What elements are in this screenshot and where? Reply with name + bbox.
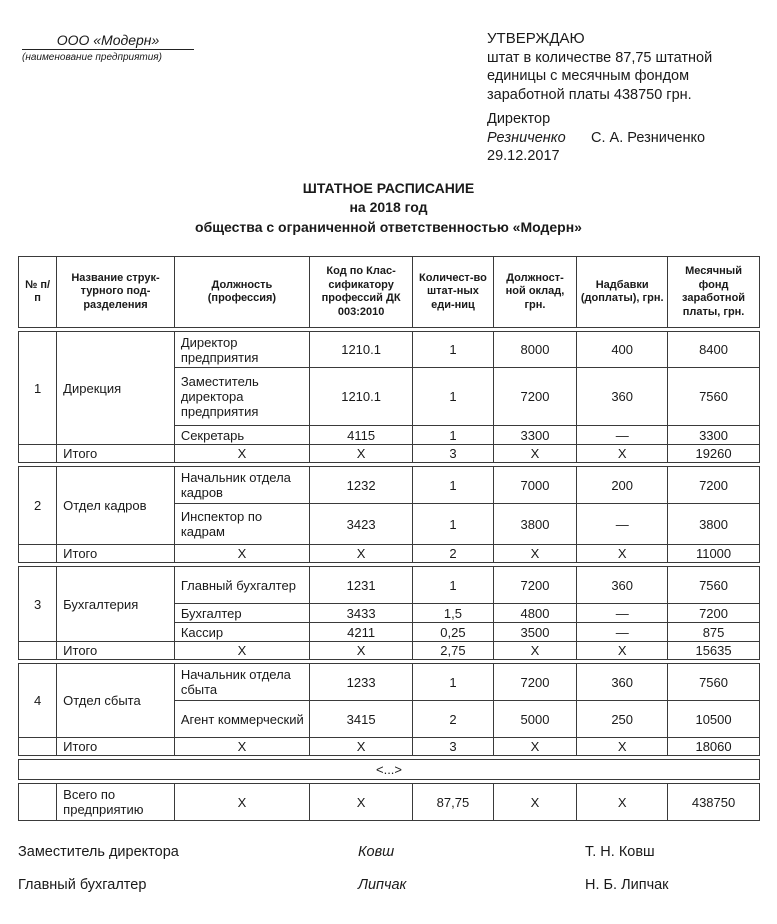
fund: 7200 [668,467,760,504]
director-signature: Резниченко [487,129,566,146]
qty: 1 [413,467,493,504]
salary: 7200 [493,368,577,426]
qty: 1 [413,332,493,368]
signatory-signature: Ковш [358,844,395,860]
code: 1231 [310,567,413,604]
header-cell: Месячный фонд заработной платы, грн. [668,257,760,328]
dept-number: 2 [19,467,57,545]
qty: 0,25 [413,623,493,642]
qty: 87,75 [413,784,493,821]
bonus: Х [577,738,668,756]
signatory-name: Н. Б. Липчак [585,877,669,893]
position: Х [174,545,309,563]
ellipsis: <...> [19,760,760,780]
code: 3415 [310,701,413,738]
position: Х [174,642,309,660]
fund: 7560 [668,368,760,426]
salary: 7000 [493,467,577,504]
bonus: 360 [577,567,668,604]
code: 1210.1 [310,332,413,368]
position: Инспектор по кадрам [174,504,309,545]
salary: 7200 [493,664,577,701]
table-row [19,332,760,368]
fund: 18060 [668,738,760,756]
table-row [19,567,760,604]
fund: 438750 [668,784,760,821]
fund: 19260 [668,445,760,463]
position: Начальник отдела сбыта [174,664,309,701]
salary: Х [493,545,577,563]
code: Х [310,445,413,463]
grand-total-row [19,784,760,821]
salary: Х [493,738,577,756]
table-row [19,467,760,504]
bonus: — [577,623,668,642]
total-label: Итого [57,738,175,756]
fund: 875 [668,623,760,642]
qty: 1 [413,567,493,604]
qty: 1 [413,426,493,445]
position: Агент коммерческий [174,701,309,738]
approval-block [487,30,762,166]
bonus: 360 [577,664,668,701]
fund: 7560 [668,664,760,701]
qty: 2 [413,545,493,563]
fund: 3300 [668,426,760,445]
document-year: на 2018 год [349,199,428,215]
qty: 3 [413,738,493,756]
code: Х [310,642,413,660]
bonus: Х [577,784,668,821]
salary: 5000 [493,701,577,738]
salary: 3300 [493,426,577,445]
header-cell: Должност-ной оклад, грн. [493,257,577,328]
approval-line: штат в количестве 87,75 штатной [487,49,713,66]
bonus: 250 [577,701,668,738]
dept-number: 1 [19,332,57,445]
table-header-row [19,257,760,328]
approval-title: УТВЕРЖДАЮ [487,30,585,47]
bonus: 200 [577,467,668,504]
qty: 1 [413,664,493,701]
bonus: — [577,604,668,623]
dept-name: Отдел сбыта [57,664,175,738]
qty: 2 [413,701,493,738]
header-cell: № п/п [19,257,57,328]
staff-schedule-table [18,256,760,821]
bonus: Х [577,642,668,660]
code: Х [310,784,413,821]
fund: 15635 [668,642,760,660]
dept-name: Дирекция [57,332,175,445]
approval-line: единицы с месячным фондом [487,68,690,84]
qty: 1 [413,504,493,545]
company-caption: (наименование предприятия) [22,52,162,63]
position: Бухгалтер [174,604,309,623]
qty: 3 [413,445,493,463]
grand-total-label: Всего по предприятию [57,784,175,821]
total-row [19,738,760,756]
header-cell: Должность (профессия) [174,257,309,328]
qty: 1 [413,368,493,426]
document-title: ШТАТНОЕ РАСПИСАНИЕ [302,180,475,196]
total-row [19,545,760,563]
position: Главный бухгалтер [174,567,309,604]
dept-name: Бухгалтерия [57,567,175,642]
fund: 10500 [668,701,760,738]
code: 1232 [310,467,413,504]
approval-date: 29.12.2017 [487,148,560,164]
bonus: Х [577,445,668,463]
bonus: 360 [577,368,668,426]
total-label: Итого [57,545,175,563]
fund: 3800 [668,504,760,545]
bonus: Х [577,545,668,563]
approval-line: заработной платы 438750 грн. [487,86,692,103]
ellipsis-row [19,760,760,780]
salary: 7200 [493,567,577,604]
salary: Х [493,784,577,821]
code: Х [310,738,413,756]
bonus: — [577,504,668,545]
signatory-name: Т. Н. Ковш [585,844,655,860]
salary: Х [493,445,577,463]
dept-name: Отдел кадров [57,467,175,545]
company-name: ООО «Модерн» [22,32,194,50]
signatory-signature: Липчак [358,877,407,893]
total-label: Итого [57,445,175,463]
salary: 4800 [493,604,577,623]
position: Кассир [174,623,309,642]
dept-number: 3 [19,567,57,642]
salary: 8000 [493,332,577,368]
salary: 3800 [493,504,577,545]
code: 1233 [310,664,413,701]
company-block [22,32,194,63]
approval-role: Директор [487,111,551,127]
header-cell: Название струк-турного под-разделения [57,257,175,328]
total-label: Итого [57,642,175,660]
fund: 11000 [668,545,760,563]
code: Х [310,545,413,563]
header-cell: Надбавки (доплаты), грн. [577,257,668,328]
signatory-role: Заместитель директора [18,844,179,860]
position: Заместитель директора предприятия [174,368,309,426]
approval-signature-row [487,129,762,148]
position: Начальник отдела кадров [174,467,309,504]
code: 4115 [310,426,413,445]
fund: 7200 [668,604,760,623]
code: 3433 [310,604,413,623]
position: Х [174,784,309,821]
position: Х [174,445,309,463]
salary: 3500 [493,623,577,642]
header-cell: Код по Клас-сификатору профессий ДК 003:2010 [310,257,413,328]
position: Х [174,738,309,756]
code: 4211 [310,623,413,642]
total-row [19,445,760,463]
position: Директор предприятия [174,332,309,368]
qty: 1,5 [413,604,493,623]
fund: 7560 [668,567,760,604]
salary: Х [493,642,577,660]
position: Секретарь [174,426,309,445]
fund: 8400 [668,332,760,368]
dept-number: 4 [19,664,57,738]
bonus: — [577,426,668,445]
bonus: 400 [577,332,668,368]
code: 1210.1 [310,368,413,426]
document-organization: общества с ограниченной ответственностью «Модерн» [195,219,582,235]
code: 3423 [310,504,413,545]
signatory-role: Главный бухгалтер [18,877,147,893]
total-row [19,642,760,660]
director-name: С. А. Резниченко [591,129,706,146]
table-row [19,664,760,701]
qty: 2,75 [413,642,493,660]
header-cell: Количест-во штат-ных еди-ниц [413,257,493,328]
